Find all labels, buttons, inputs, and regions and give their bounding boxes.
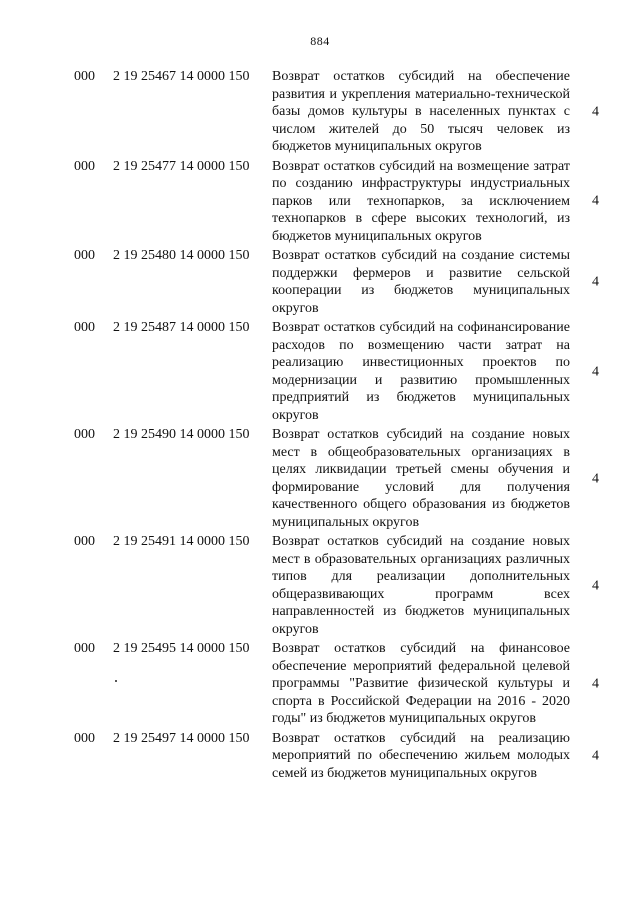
row-description: Возврат остатков субсидий на создание новых мест в образовательных организациях различных типов для реализации дополнительных общеразвивающих программ всех направленностей из бюджетов муниципальных округов (272, 534, 570, 637)
row-description: Возврат остатков субсидий на реализацию мероприятий по обеспечению жильем молодых семей из бюджетов муниципальных округов (272, 730, 570, 781)
table-row (0, 730, 640, 783)
admin-code: 000 (74, 427, 95, 442)
admin-code: 000 (74, 730, 95, 746)
budget-classification-code: 2 19 25487 14 0000 150 (113, 320, 250, 335)
budget-classification-code: 2 19 25490 14 0000 150 (113, 427, 250, 442)
table-row (0, 247, 640, 317)
scan-speck (115, 680, 117, 682)
admin-code: 000 (74, 158, 95, 174)
table-row (0, 68, 640, 156)
admin-code: 000 (74, 320, 95, 335)
budget-classification-code: 2 19 25480 14 0000 150 (113, 248, 250, 263)
row-value: 4 (592, 104, 599, 119)
table-row (0, 319, 640, 424)
row-value: 4 (592, 274, 599, 290)
budget-classification-code: 2 19 25491 14 0000 150 (113, 534, 250, 549)
row-value: 4 (592, 577, 599, 593)
admin-code: 000 (74, 248, 95, 263)
row-value: 4 (592, 470, 599, 486)
budget-classification-code: 2 19 25495 14 0000 150 (113, 641, 250, 656)
admin-code: 000 (74, 69, 95, 84)
row-description: Возврат остатков субсидий на финансовое обеспечение мероприятий федеральной целевой программы "Развитие физической культуры и спорта в Российской Федерации на 2016 - 2020 годы" из бюджетов муниципальных округов (272, 641, 570, 726)
budget-code-table (0, 68, 640, 782)
budget-classification-code: 2 19 25477 14 0000 150 (113, 158, 250, 174)
table-row (0, 158, 640, 246)
table-row (0, 533, 640, 638)
row-description: Возврат остатков субсидий на обеспечение развития и укрепления материально-технической базы домов культуры в населенных пунктах с числом жителей до 50 тысяч человек из бюджетов муниципальных округов (272, 69, 570, 154)
row-value: 4 (592, 363, 599, 379)
row-description: Возврат остатков субсидий на создание системы поддержки фермеров и развитие сельской кооперации из бюджетов муниципальных округов (272, 248, 570, 316)
row-value: 4 (592, 676, 599, 691)
table-row (0, 640, 640, 728)
row-description: Возврат остатков субсидий на создание новых мест в общеобразовательных организациях в целях ликвидации третьей смены обучения и формирование условий для получения качественного общего образования из бюджетов муниципальных округов (272, 427, 570, 530)
admin-code: 000 (74, 641, 95, 656)
row-value: 4 (592, 193, 599, 209)
row-description: Возврат остатков субсидий на софинансирование расходов по возмещению части затрат на реализацию инвестиционных проектов по модернизации и развитию промышленных предприятий из бюджетов муниципальных округов (272, 320, 570, 423)
page-number: 884 (310, 34, 330, 48)
budget-classification-code: 2 19 25497 14 0000 150 (113, 730, 250, 746)
table-row (0, 426, 640, 531)
budget-classification-code: 2 19 25467 14 0000 150 (113, 69, 250, 84)
row-description: Возврат остатков субсидий на возмещение затрат по созданию инфраструктуры индустриальных парков или технопарков, за исключением технопарков в сфере высоких технологий, из бюджетов муниципальных округов (272, 158, 570, 244)
admin-code: 000 (74, 534, 95, 549)
row-value: 4 (592, 748, 599, 763)
